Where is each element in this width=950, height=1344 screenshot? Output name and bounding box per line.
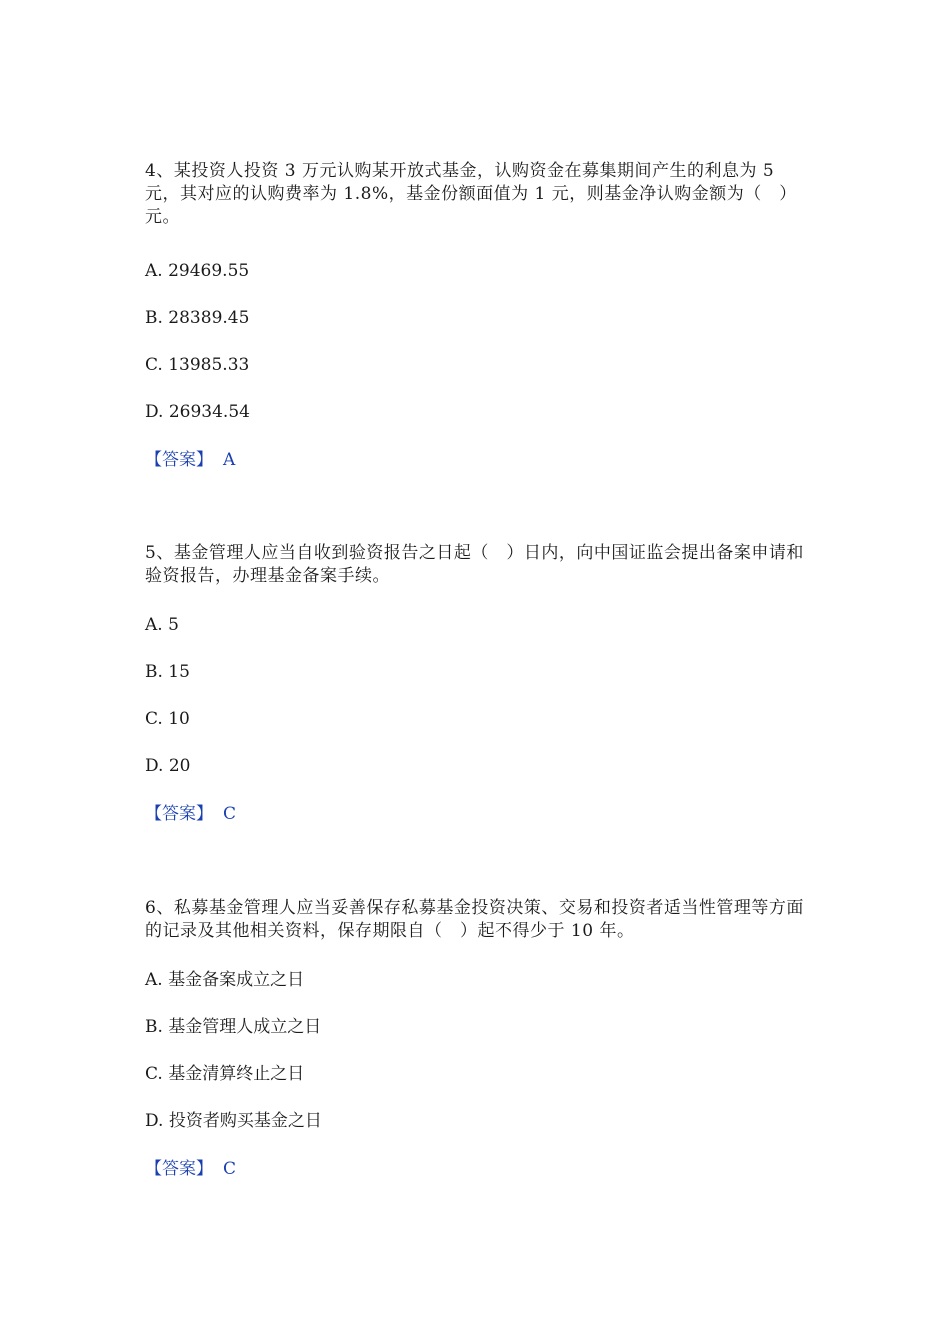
option-a: A. 5 [145, 615, 179, 635]
option-a: A. 29469.55 [145, 261, 250, 281]
option-c: C. 基金清算终止之日 [145, 1064, 305, 1084]
question-stem: 6、私募基金管理人应当妥善保存私募基金投资决策、交易和投资者适当性管理等方面的记录及其他相关资料，保存期限自（ ）起不得少于 10 年。 [145, 898, 804, 941]
answer-value: C [223, 804, 237, 824]
option-d: D. 投资者购买基金之日 [145, 1111, 322, 1131]
answer-label: 【答案】 [145, 1159, 213, 1179]
answer-value: C [223, 1159, 237, 1179]
question-6 [145, 897, 815, 1179]
question-stem: 4、某投资人投资 3 万元认购某开放式基金，认购资金在募集期间产生的利息为 5 元，其对应的认购费率为 1.8%，基金份额面值为 1 元，则基金净认购金额为（ ）元。 [145, 161, 797, 227]
option-b: B. 15 [145, 662, 190, 682]
answer-value: A [223, 450, 236, 470]
option-a: A. 基金备案成立之日 [145, 970, 305, 990]
answer-label: 【答案】 [145, 804, 213, 824]
question-stem: 5、基金管理人应当自收到验资报告之日起（ ）日内，向中国证监会提出备案申请和验资报告，办理基金备案手续。 [145, 543, 804, 586]
option-d: D. 26934.54 [145, 402, 250, 422]
option-b: B. 基金管理人成立之日 [145, 1017, 322, 1037]
answer-line [145, 449, 235, 472]
question-5 [145, 542, 815, 824]
option-c: C. 10 [145, 709, 190, 729]
option-d: D. 20 [145, 756, 191, 776]
option-c: C. 13985.33 [145, 355, 250, 375]
question-4 [145, 160, 815, 470]
answer-line [145, 803, 236, 826]
answer-line [145, 1158, 236, 1181]
answer-label: 【答案】 [145, 450, 213, 470]
option-b: B. 28389.45 [145, 308, 250, 328]
